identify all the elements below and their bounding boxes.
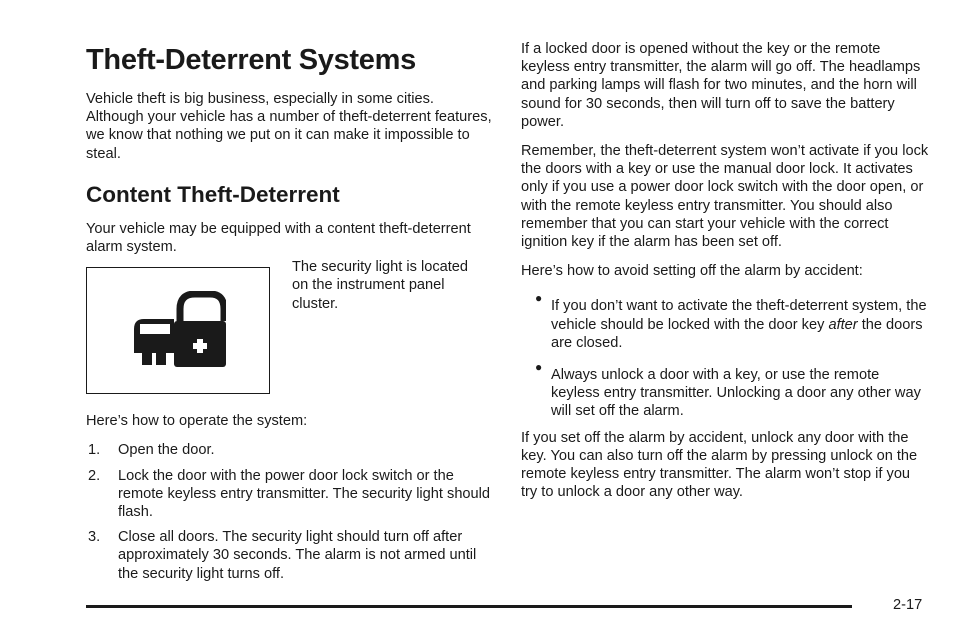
steps-list: [86, 441, 494, 582]
step-text: Lock the door with the power door lock switch or the remote keyless entry transmitter. The security light should flash.: [118, 467, 491, 521]
avoid-intro-paragraph: Here’s how to avoid setting off the alarm by accident:: [521, 263, 863, 280]
page-number: 2-17: [893, 597, 923, 613]
list-item: [86, 528, 494, 583]
steps-intro: Here’s how to operate the system:: [86, 413, 308, 430]
figure-frame: [86, 267, 270, 394]
bullet-text: If you don’t want to activate the theft-deterrent system, the vehicle should be locked with the door key after the doors are closed.: [551, 298, 927, 351]
remember-paragraph: Remember, the theft-deterrent system won’t activate if you lock the doors with a key or use the manual door lock. It activates only if you use a power door lock switch with the door open, or with the remote keyless entry transmitter. You should also remember that you can start your vehicle with the correct ignition key if the alarm has been set off.: [521, 143, 929, 251]
page-title: Theft-Deterrent Systems: [86, 44, 416, 76]
accident-paragraph: If you set off the alarm by accident, unlock any door with the key. You can also turn off the alarm by pressing unlock on the remote keyless entry transmitter. The alarm won’t stop if you try to unlock a door any other way.: [521, 429, 918, 501]
list-item: [521, 291, 929, 352]
list-item: [521, 360, 929, 421]
bullet-icon: ●: [535, 291, 543, 306]
step-number: 2.: [88, 467, 101, 484]
footer-rule: [86, 605, 852, 608]
section-intro-paragraph: Your vehicle may be equipped with a content theft-deterrent alarm system.: [86, 220, 471, 256]
intro-paragraph: Vehicle theft is big business, especially in some cities. Although your vehicle has a number of theft-deterrent features, we know that nothing we put on it can make it impossible to steal.: [86, 91, 492, 162]
figure-caption: The security light is located on the instrument panel cluster.: [292, 259, 469, 312]
bullet-icon: ●: [535, 360, 543, 375]
avoid-list: [521, 291, 929, 420]
step-text: Close all doors. The security light should turn off after approximately 30 seconds. The alarm is not armed until the security light turns off.: [118, 529, 477, 582]
alarm-paragraph: If a locked door is opened without the key or the remote keyless entry transmitter, the alarm will go off. The headlamps and parking lamps will flash for two minutes, and the horn will sound for 30 seconds, then will turn off to save the battery power.: [521, 41, 921, 130]
step-number: 1.: [88, 442, 101, 459]
step-text: Open the door.: [118, 442, 215, 459]
list-item: [86, 441, 494, 459]
security-light-icon: [130, 291, 226, 371]
section-title: Content Theft-Deterrent: [86, 181, 340, 207]
right-column: [521, 40, 929, 512]
bullet-text: Always unlock a door with a key, or use the remote keyless entry transmitter. Unlocking a door any other way will set off the alarm.: [551, 367, 921, 420]
step-number: 3.: [88, 529, 101, 546]
security-light-figure: [86, 259, 494, 394]
list-item: [86, 467, 494, 522]
left-column: [86, 40, 494, 590]
